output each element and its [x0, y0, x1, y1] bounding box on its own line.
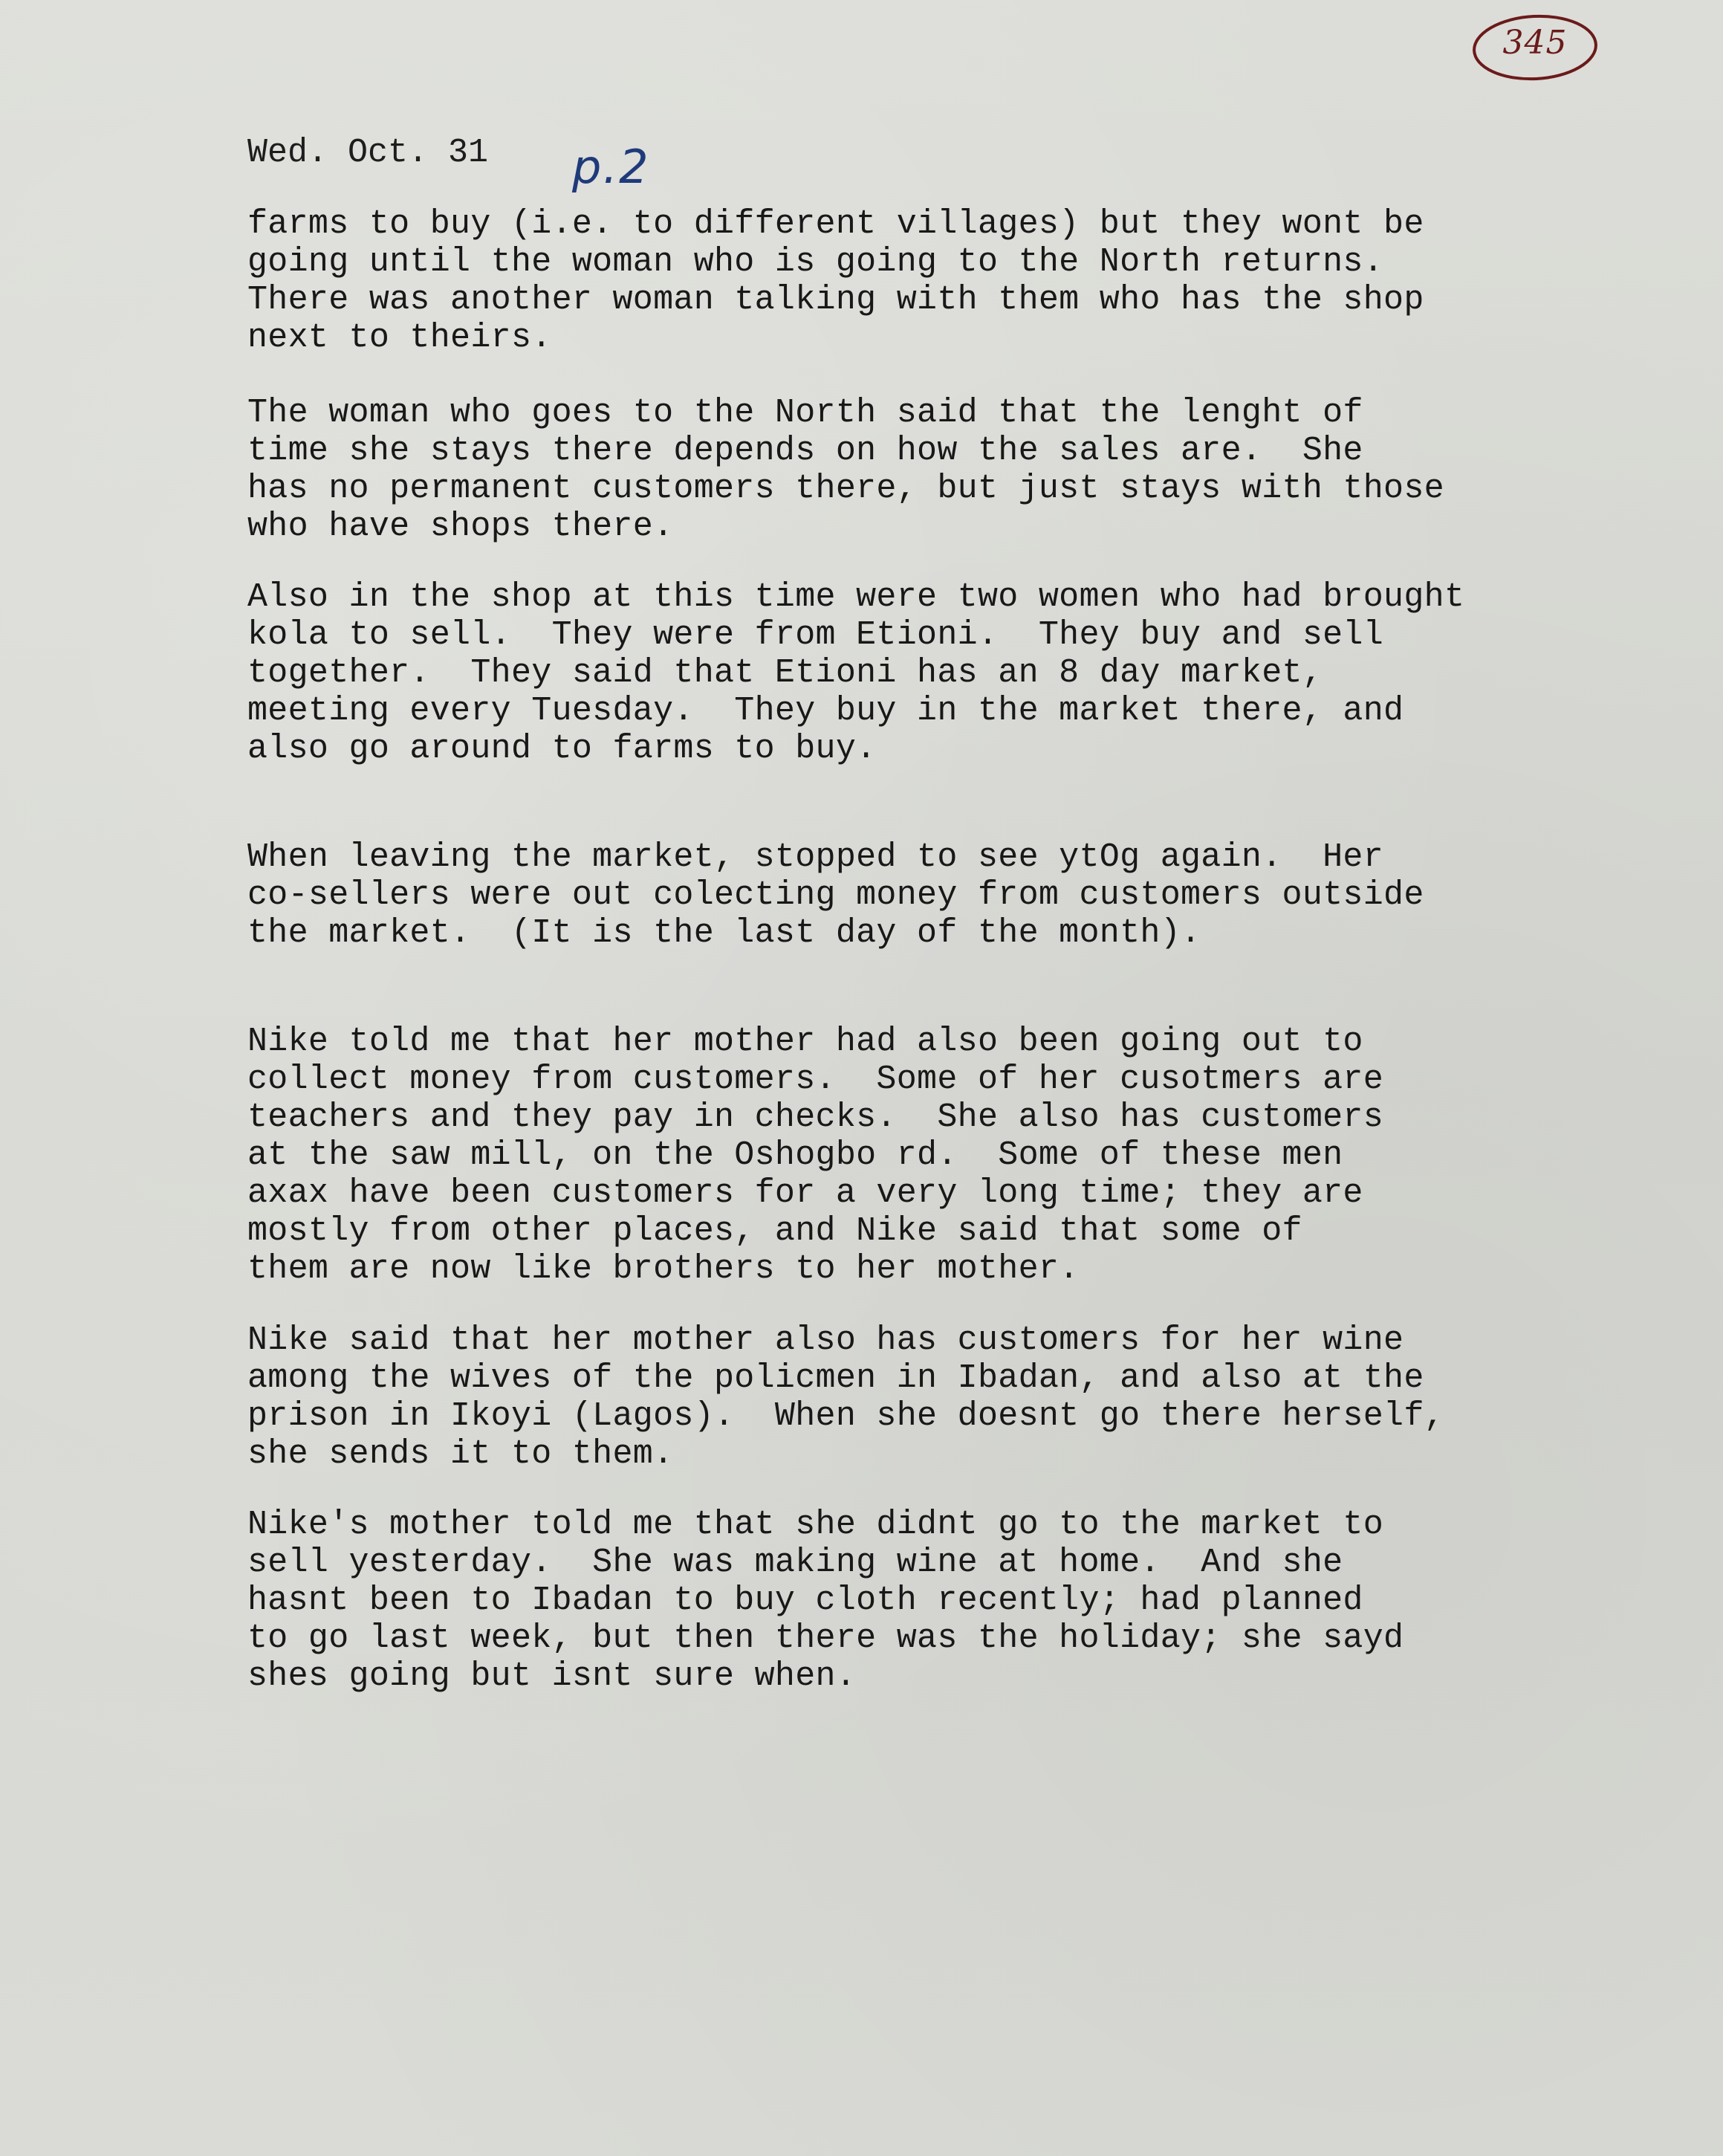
page-number-circle: [1471, 10, 1599, 85]
paragraph-1: farms to buy (i.e. to different villages) but they wont be going until the woman who is going to the North returns. There was another woman talking with them who has the shop next to theirs.: [247, 205, 1424, 357]
handwritten-page-mark: p.2: [572, 140, 650, 194]
paragraph-4: When leaving the market, stopped to see ytOg again. Her co-sellers were out colecting money from customers outside the market. (It is the last day of the month).: [247, 838, 1424, 952]
paragraph-2: The woman who goes to the North said that the lenght of time she stays there depends on how the sales are. She has no permanent customers there, but just stays with those who have shops there.: [247, 394, 1444, 546]
page-number: 345: [1502, 24, 1568, 62]
paragraph-3: Also in the shop at this time were two women who had brought kola to sell. They were from Etioni. They buy and sell together. They said that Etioni has an 8 day market, meeting every Tuesday. They buy in the market there, and also go around to farms to buy.: [247, 578, 1465, 768]
paragraph-6: Nike said that her mother also has customers for her wine among the wives of the policmen in Ibadan, and also at the prison in Ikoyi (Lagos). When she doesnt go there herself, she sends it to them.: [247, 1321, 1444, 1473]
date-line: Wed. Oct. 31: [247, 134, 489, 172]
paragraph-7: Nike's mother told me that she didnt go to the market to sell yesterday. She was making wine at home. And she hasnt been to Ibadan to buy cloth recently; had planned to go last week, but then there was the holiday; she sayd shes going but isnt sure when.: [247, 1506, 1404, 1695]
paragraph-5: Nike told me that her mother had also been going out to collect money from customers. Some of her cusotmers are teachers and they pay in checks. She also has customers at the saw mill, on the Oshogbo rd. Some of these men axax have been customers for a very long time; they are mostly from other places, and Nike said that some of them are now like brothers to her mother.: [247, 1023, 1384, 1288]
